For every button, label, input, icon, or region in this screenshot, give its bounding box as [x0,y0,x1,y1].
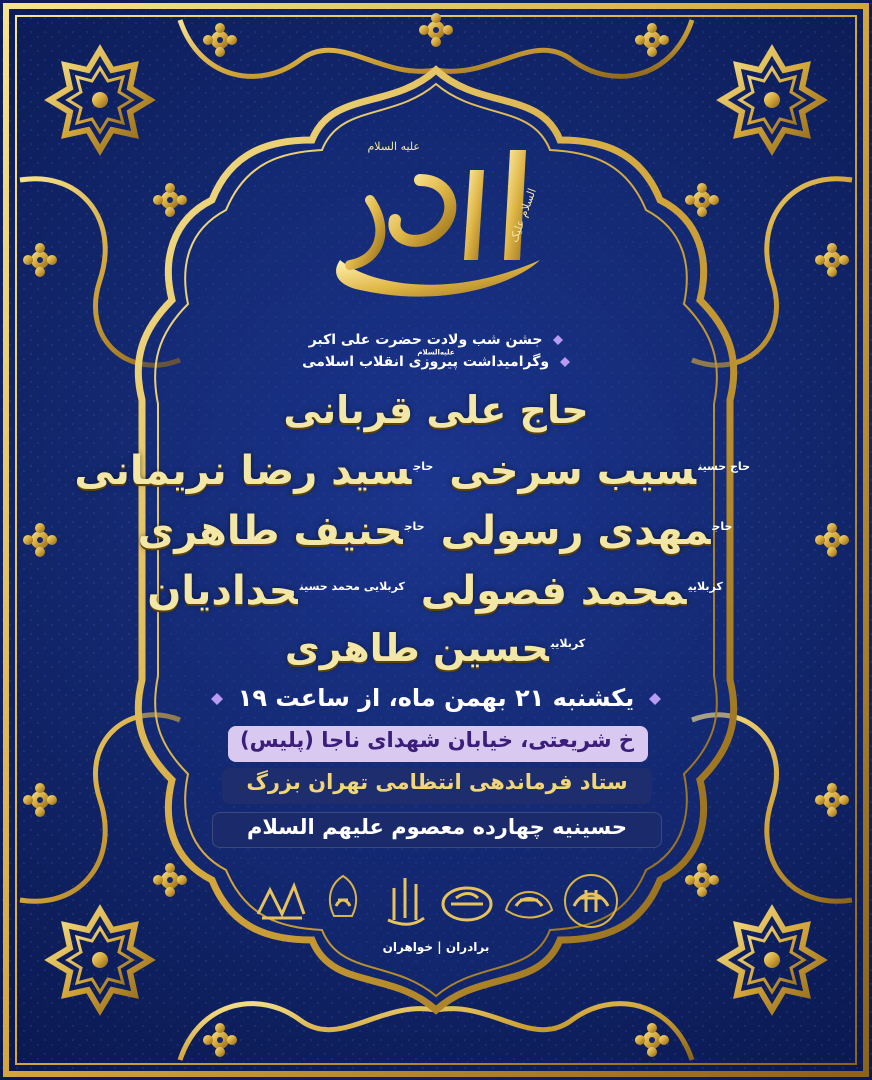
event-datetime [200,684,672,712]
speaker-line-2 [74,448,752,494]
heyat-logo-5-icon [312,870,374,932]
event-address-1: خ شریعتی، خیابان شهدای ناجا (پلیس) [228,726,648,762]
speaker-name: سید رضا نریمانی [74,448,412,494]
heyat-logo-2-icon [498,870,560,932]
speaker-title: کربلایی [550,637,586,651]
speaker-title: کربلایی [688,579,723,593]
heyat-logo-4-icon [374,870,436,932]
speaker-title: کربلایی محمد حسین [299,579,405,593]
speaker-name: محمد فصولی [420,568,687,614]
heyat-logo-1-icon [560,870,622,932]
diamond-bullet-icon [553,335,563,345]
speaker-title: حاج [404,519,425,533]
speaker-name: حسین طاهری [284,626,549,670]
speaker-line-1 [120,388,752,432]
datetime-text: یکشنبه ۲۱ بهمن ماه، از ساعت ۱۹ [237,684,635,712]
calligraphy-title [300,110,572,310]
speaker-line-3 [120,508,752,554]
speaker-line-5 [120,626,752,670]
speaker-name: سیب سرخی [449,448,697,494]
footer-audience: برادران | خواهران [382,940,490,954]
event-address-3: حسینیه چهارده معصوم علیهم السلام [212,812,662,848]
speaker-title: حاج [413,459,434,473]
subtitle-text-1: جشن شب ولادت حضرت علی اکبر [308,332,543,348]
subtitle-line-2 [300,354,572,370]
speaker-line-4 [120,568,752,614]
calligraphy-small-2: السلام علیک [507,186,539,245]
speaker-name: حاج علی قربانی [283,388,589,432]
heyat-logo-6-icon [250,870,312,932]
diamond-bullet-icon [649,693,661,705]
speaker-title: حاج [712,519,733,533]
diamond-bullet-icon [211,693,223,705]
calligraphy-small-1: علیه السلام [367,140,420,153]
subtitle-honorific: علیه‌السلام [417,348,455,357]
subtitle-text-2: وگرامیداشت پیروزی انقلاب اسلامی [302,354,550,370]
event-address-2: ستاد فرماندهی انتظامی تهران بزرگ [222,768,652,804]
sponsor-logos [250,866,622,936]
diamond-bullet-icon [560,357,570,367]
speaker-name: حدادیان [147,568,298,614]
speaker-name: حنیف طاهری [137,508,403,554]
heyat-logo-3-icon [436,870,498,932]
speaker-title: حاج حسین [698,459,750,473]
speaker-name: مهدی رسولی [440,508,711,554]
